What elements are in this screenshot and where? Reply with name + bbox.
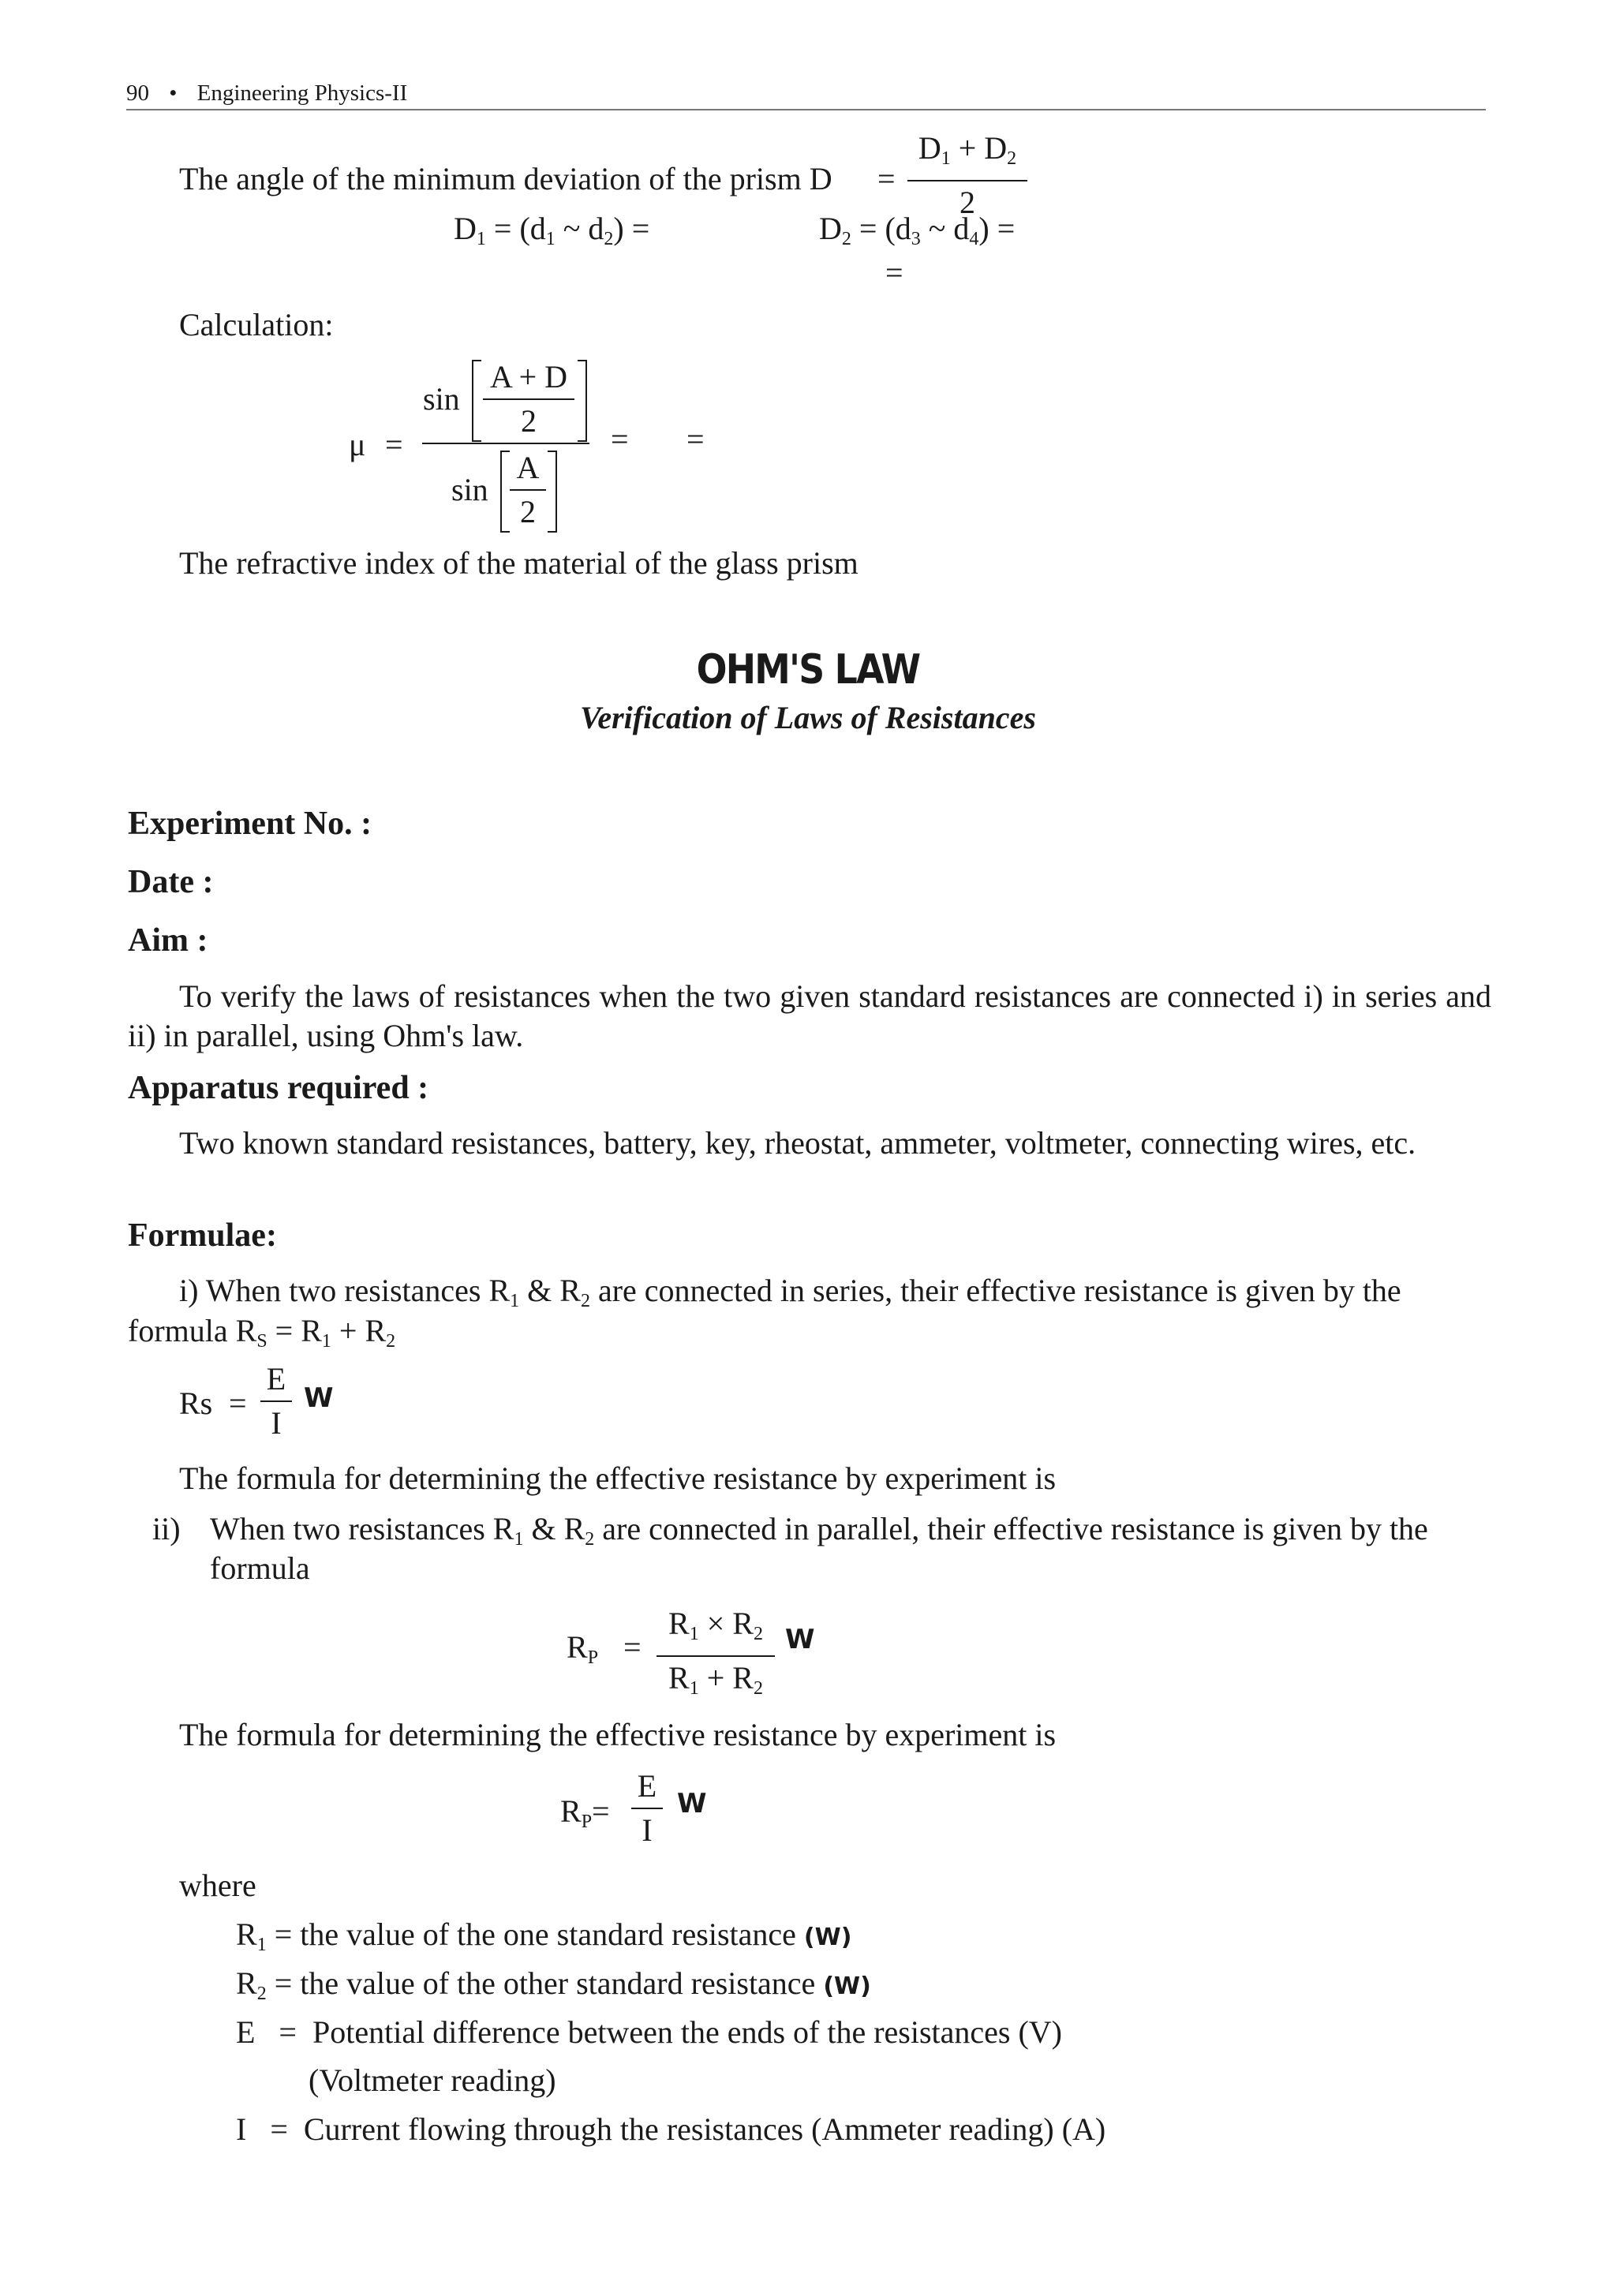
min-deviation-fraction	[907, 129, 1027, 222]
ohm-symbol-rs: W	[304, 1382, 334, 1414]
d1-equation: $D_1 = (d_1$ ~ $d_2$) =	[454, 211, 650, 250]
where-label: where	[179, 1868, 256, 1903]
top-inner-fraction: A + D 2	[483, 358, 574, 440]
left-bracket-top	[472, 360, 481, 442]
ohm-unit-r2: (W)	[823, 1973, 871, 2000]
page-number: 90	[126, 80, 149, 106]
right-bracket-bottom	[548, 451, 557, 533]
book-title: Engineering Physics-II	[196, 80, 408, 106]
ohm-unit-r1: (W)	[803, 1924, 852, 1951]
formulae-label: Formulae:	[128, 1217, 277, 1254]
series-line-1: i) When two resistances $R_1$ & $R_2$ are connected in series, their effective resistance is given by the	[179, 1273, 1401, 1312]
apparatus-text: Two known standard resistances, battery, key, rheostat, ammeter, voltmeter, connecting wires, etc.	[179, 1125, 1416, 1161]
where-e-2: (Voltmeter reading)	[309, 2062, 556, 2098]
mu-symbol: μ	[349, 427, 366, 462]
date-label: Date :	[128, 864, 214, 900]
calc-eq-2: =	[611, 421, 629, 457]
fraction-denominator: 2	[960, 185, 975, 221]
sin-top: sin	[423, 381, 460, 417]
rs-lhs: Rs	[179, 1385, 213, 1421]
rs-fraction: E I	[260, 1360, 292, 1442]
min-deviation-eq: =	[877, 161, 896, 196]
fraction-bar	[907, 180, 1027, 181]
ohm-symbol-rp2: W	[677, 1788, 707, 1819]
where-r1: $R_1$ = the value of the one standard resistance (W)	[236, 1916, 852, 1956]
where-e: E = Potential difference between the ends of the resistances (V)	[236, 2014, 1062, 2050]
running-header	[126, 80, 407, 107]
rp-fraction: $R_1 \times R_2$ $R_1 + R_2$	[656, 1605, 775, 1707]
rp-eq: =	[623, 1629, 642, 1665]
left-bracket-bottom	[500, 451, 510, 533]
d2-equation: $D_2 = (d_3$ ~ $d_4$) =	[819, 211, 1016, 250]
section-subtitle: Verification of Laws of Resistances	[580, 700, 1036, 735]
experiment-no-label: Experiment No. :	[128, 806, 372, 842]
ohm-symbol-rp: W	[785, 1624, 815, 1655]
aim-label: Aim :	[128, 922, 208, 959]
parallel-experiment-text: The formula for determining the effective resistance by experiment is	[179, 1717, 1057, 1752]
rp-lhs: $R_P$	[567, 1629, 599, 1669]
fraction-numerator: $D_1 + D_2$	[918, 130, 1017, 170]
calc-eq-3: =	[686, 421, 705, 457]
section-title: OHM'S LAW	[696, 646, 920, 694]
header-rule	[126, 109, 1486, 110]
series-experiment-text: The formula for determining the effective resistance by experiment is	[179, 1460, 1057, 1496]
rp2-fraction: E I	[631, 1767, 663, 1849]
d-mean-eq: =	[885, 255, 903, 290]
aim-text: To verify the laws of resistances when the two given standard resistances are connected i) in series and ii) in parallel, using Ohm's law.	[128, 978, 1491, 1053]
calculation-label: Calculation:	[179, 307, 334, 342]
refractive-index-result: The refractive index of the material of the glass prism	[179, 545, 858, 581]
refractive-index-fraction-bar	[422, 443, 589, 444]
right-bracket-top	[578, 360, 587, 442]
where-r2: $R_2$ = the value of the other standard resistance (W)	[236, 1965, 871, 2005]
apparatus-label: Apparatus required :	[128, 1070, 429, 1106]
sin-bottom: sin	[451, 472, 488, 507]
rp2-lhs: $R_P=$	[560, 1793, 610, 1833]
where-i: I = Current flowing through the resistances (Ammeter reading) (A)	[236, 2111, 1106, 2147]
series-line-2: formula $R_S = R_1 + R_2$	[128, 1313, 396, 1352]
parallel-label: ii)	[152, 1511, 181, 1546]
parallel-line-1: When two resistances $R_1$ & $R_2$ are connected in parallel, their effective resistance is given by the	[210, 1511, 1428, 1550]
min-deviation-text: The angle of the minimum deviation of the prism D	[179, 161, 832, 196]
header-bullet: •	[169, 80, 178, 106]
mu-eq: =	[385, 427, 403, 462]
parallel-line-2: formula	[210, 1550, 310, 1586]
rs-eq: =	[229, 1385, 247, 1421]
bottom-inner-fraction: A 2	[510, 449, 546, 531]
